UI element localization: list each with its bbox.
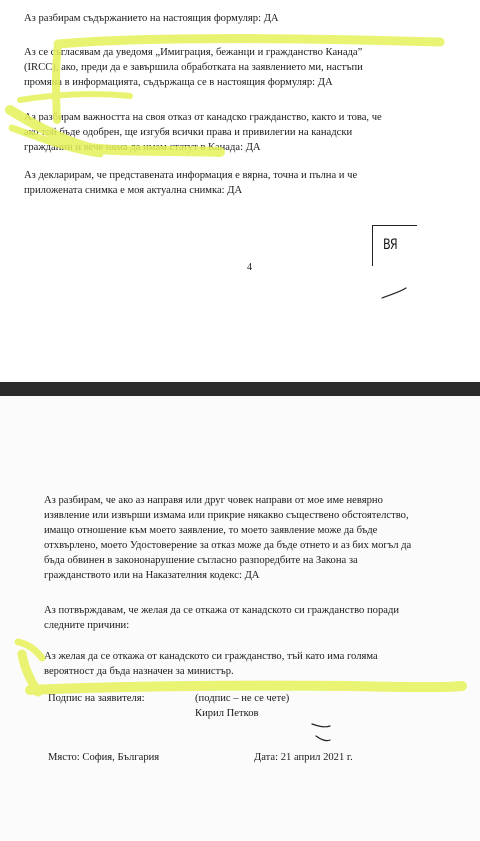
date-field: Дата: 21 април 2021 г. (254, 752, 353, 763)
highlighter-stroke (18, 642, 42, 658)
highlighter-stroke (58, 39, 440, 45)
pen-mark (316, 736, 330, 741)
page1-paragraph-2: Аз се съгласявам да уведомя „Имиграция, бежанци и гражданство Канада” (IRCC), ако, преди да е завършила обработката на заявлението ми, настъпи промяна в информацията, съдържаща се в настоящия формуляр: ДА (24, 47, 363, 88)
page1-paragraph-4: Аз декларирам, че представената информация е вярна, точна и пълна и че приложената снимка е моя актуална снимка: ДА (24, 170, 358, 196)
page1-paragraph-1: Аз разбирам съдържанието на настоящия формуляр: ДА (24, 13, 279, 24)
page2-paragraph-2: Аз потвърждавам, че желая да се откажа от канадското си гражданство поради следните причини: (44, 605, 400, 631)
signature-note: (подпис – не се чете) (195, 693, 290, 704)
page-divider (0, 382, 480, 396)
pen-mark (382, 288, 406, 298)
page1-paragraph-3: Аз разбирам важността на своя отказ от канадско гражданство, както и това, че ако той бъде одобрен, ще изгубя всички права и привилегии на канадски гражданин и вече няма да имам статут в Канада: ДА (24, 112, 382, 153)
highlighter-stroke (20, 94, 130, 100)
place-field: Място: София, България (48, 752, 160, 763)
stamp-mark (372, 225, 417, 266)
document-page-2 (0, 396, 480, 841)
highlighter-stroke (22, 654, 38, 692)
page2-paragraph-1: Аз разбирам, че ако аз направя или друг човек направи от мое име невярно изявление или извърши измама или прикрие някакво съществено обстоятелство, имащо отношение към моето заявление, то моето заявление може да бъде отхвърлено, моето Удостоверение за отказ може да бъде отнето и аз бих могъл да бъда обвинен в закононарушение съгласно разпоредбите на Закона за гражданството или на Наказателния кодекс: ДА (44, 495, 412, 581)
document-page-1 (0, 0, 480, 382)
signer-name: Кирил Петков (195, 708, 259, 719)
pen-mark (312, 724, 330, 727)
stamp-text: ВЯ (383, 237, 397, 253)
page2-paragraph-3: Аз желая да се откажа от канадското си гражданство, тъй като има голяма вероятност да бъда назначен за министър. (44, 651, 378, 677)
page-number: 4 (247, 262, 252, 273)
signature-label: Подпис на заявителя: (48, 693, 145, 704)
highlighter-stroke (30, 686, 462, 690)
